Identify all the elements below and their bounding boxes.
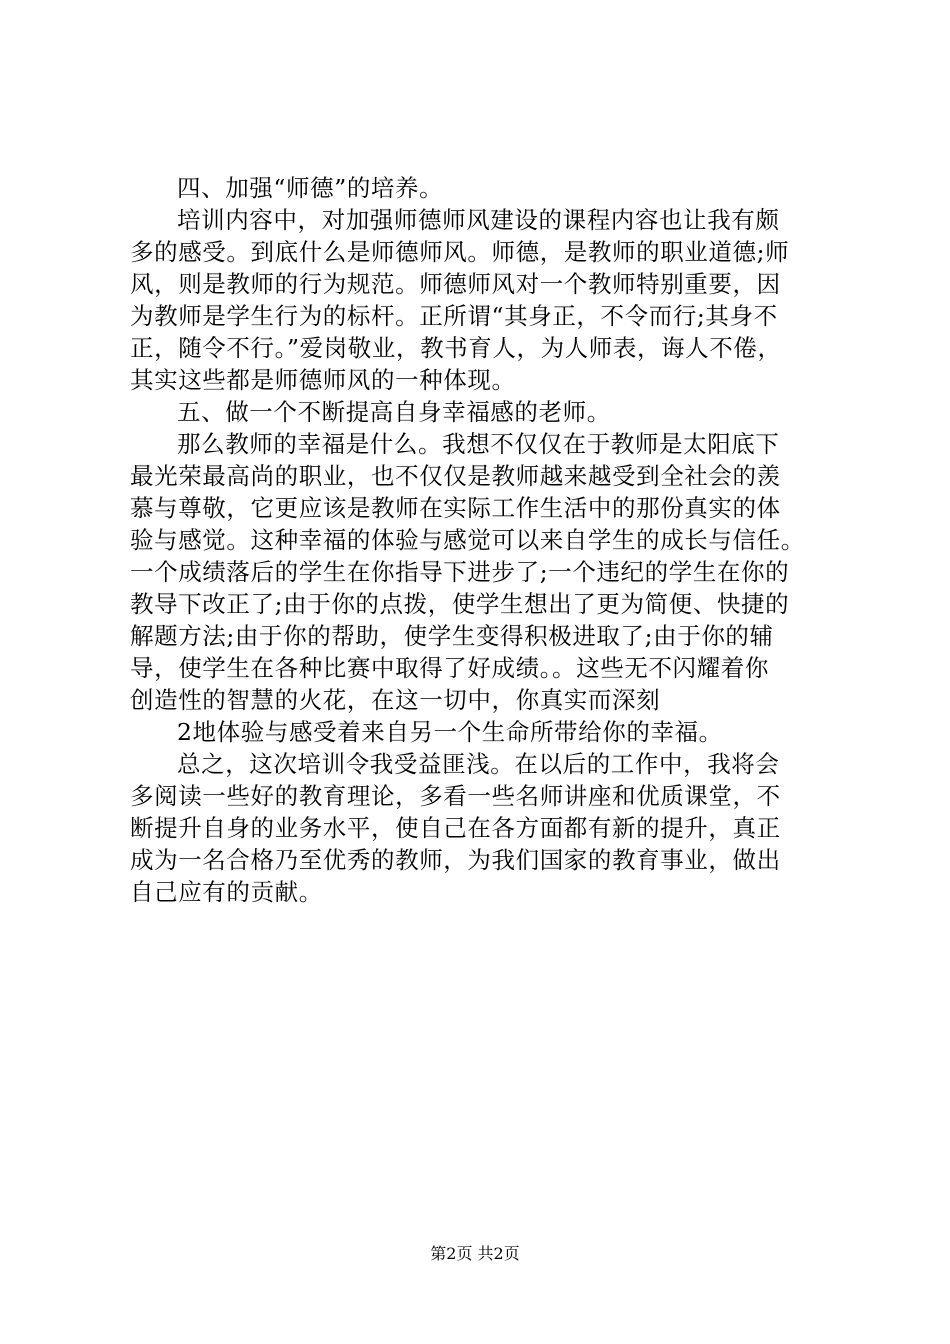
paragraph-line: 自己应有的贡献。 xyxy=(130,878,323,906)
paragraph-line: 验与感觉。这种幸福的体验与感觉可以来自学生的成长与信任。 xyxy=(130,526,805,554)
paragraph-line: 一个成绩落后的学生在你指导下进步了;一个违纪的学生在你的 xyxy=(130,558,790,586)
paragraph-line: 创造性的智慧的火花，在这一切中，你真实而深刻 xyxy=(130,686,661,714)
paragraph-line: 风，则是教师的行为规范。师德师风对一个教师特别重要，因 xyxy=(130,270,781,298)
paragraph-line: 解题方法;由于你的帮助，使学生变得积极进取了;由于你的辅 xyxy=(130,622,774,650)
page-footer-page-number: 第2页 共2页 xyxy=(430,1244,520,1263)
paragraph-line: 其实这些都是师德师风的一种体现。 xyxy=(130,366,516,394)
paragraph-line: 多阅读一些好的教育理论，多看一些名师讲座和优质课堂，不 xyxy=(130,782,781,810)
paragraph-line: 那么教师的幸福是什么。我想不仅仅在于教师是太阳底下 xyxy=(177,430,780,458)
paragraph-line: 成为一名合格乃至优秀的教师，为我们国家的教育事业，做出 xyxy=(130,846,781,874)
section-heading-4: 四、加强“师德”的培养。 xyxy=(177,174,444,202)
paragraph-line: 正，随令不行。”爱岗敬业，教书育人，为人师表，诲人不倦， xyxy=(130,334,782,362)
document-body xyxy=(130,172,850,908)
paragraph-line: 培训内容中，对加强师德师风建设的课程内容也让我有颇 xyxy=(177,206,780,234)
paragraph-line: 为教师是学生行为的标杆。正所谓“其身正，不令而行;其身不 xyxy=(130,302,778,330)
paragraph-line: 慕与尊敬，它更应该是教师在实际工作生活中的那份真实的体 xyxy=(130,494,781,522)
paragraph-line: 2地体验与感受着来自另一个生命所带给你的幸福。 xyxy=(177,718,723,746)
paragraph-line: 最光荣最高尚的职业，也不仅仅是教师越来越受到全社会的羡 xyxy=(130,462,781,490)
section-heading-5: 五、做一个不断提高自身幸福感的老师。 xyxy=(177,398,611,426)
paragraph-line: 总之，这次培训令我受益匪浅。在以后的工作中，我将会 xyxy=(177,750,780,778)
paragraph-line: 多的感受。到底什么是师德师风。师德，是教师的职业道德;师 xyxy=(130,238,790,266)
paragraph-line: 断提升自身的业务水平，使自己在各方面都有新的提升，真正 xyxy=(130,814,781,842)
paragraph-line: 教导下改正了;由于你的点拨，使学生想出了更为简便、快捷的 xyxy=(130,590,790,618)
paragraph-line: 导，使学生在各种比赛中取得了好成绩。。这些无不闪耀着你 xyxy=(130,654,769,682)
